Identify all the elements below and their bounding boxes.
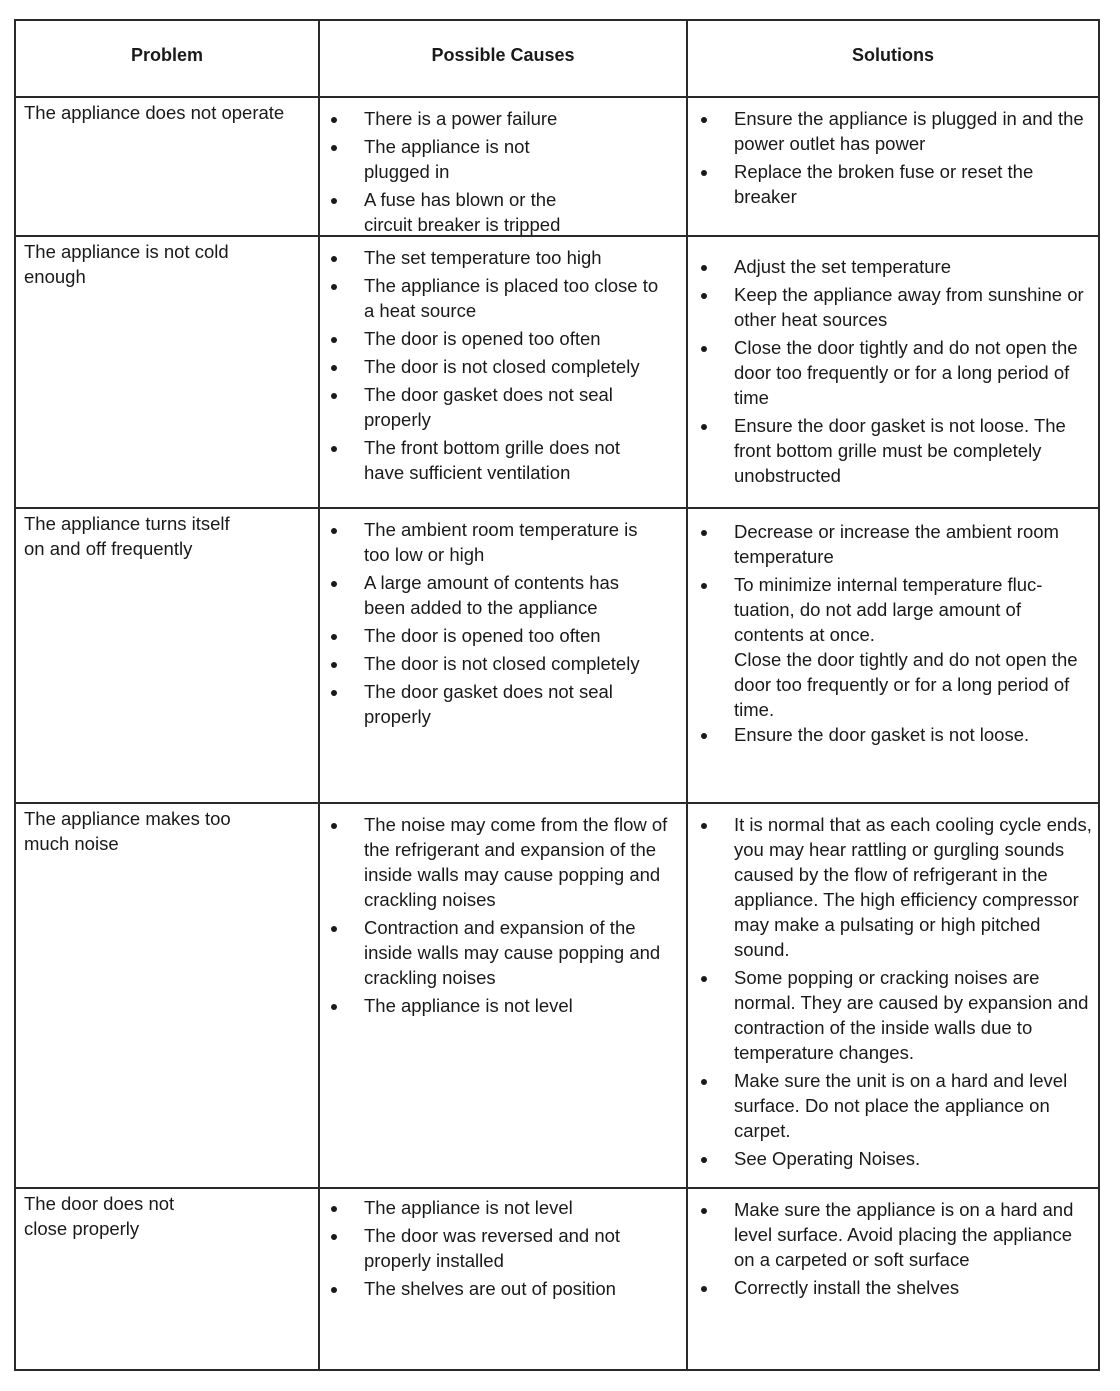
table-row: [16, 96, 1098, 235]
list-item: The appliance is not level: [320, 1195, 640, 1220]
list-item: Close the door tightly and do not open the door too frequently or for a long period of time: [688, 335, 1098, 410]
solutions-cell: [686, 804, 1098, 1187]
list-item: Decrease or increase the ambient room temperature: [688, 519, 1098, 569]
list-item: The front bottom grille does not have sufficient ventilation: [320, 435, 660, 485]
list-item: Adjust the set temperature: [688, 254, 1098, 279]
solutions-cell: [686, 509, 1098, 802]
problem-cell: [16, 509, 318, 802]
problem-cell: [16, 1189, 318, 1369]
problem-text: The appliance is not cold enough: [24, 241, 229, 287]
problem-text: The appliance does not operate: [24, 102, 285, 123]
list-item: Correctly install the shelves: [688, 1275, 1098, 1300]
causes-cell: [318, 804, 686, 1187]
header-possible-causes: Possible Causes: [318, 21, 686, 96]
problem-text: The appliance makes too much noise: [24, 808, 231, 854]
list-item: Ensure the appliance is plugged in and the power outlet has power: [688, 106, 1098, 156]
list-item: See Operating Noises.: [688, 1146, 1098, 1171]
list-item: The noise may come from the flow of the refrigerant and expansion of the inside walls may cause popping and crackling noises: [320, 812, 686, 912]
list-item: The door is opened too often: [320, 326, 670, 351]
list-item: The door gasket does not seal properly: [320, 679, 650, 729]
list-item: The door was reversed and not properly installed: [320, 1223, 640, 1273]
problem-cell: [16, 98, 318, 235]
table-row: [16, 235, 1098, 507]
solution-continuation: Close the door tightly and do not open the door too frequently or for a long period of time.: [734, 649, 1078, 720]
list-item: The shelves are out of position: [320, 1276, 640, 1301]
list-item: A fuse has blown or the circuit breaker is tripped: [320, 187, 600, 237]
problem-cell: [16, 237, 318, 507]
causes-cell: [318, 237, 686, 507]
list-item: Ensure the door gasket is not loose. The front bottom grille must be completely unobstructed: [688, 413, 1098, 488]
list-item: The ambient room temperature is too low or high: [320, 517, 650, 567]
list-item: Some popping or cracking noises are normal. They are caused by expansion and contraction of the inside walls due to temperature changes.: [688, 965, 1098, 1065]
table-row: [16, 1187, 1098, 1369]
list-item: Replace the broken fuse or reset the breaker: [688, 159, 1098, 209]
list-item: The appliance is not plugged in: [320, 134, 600, 184]
troubleshooting-table: [14, 19, 1100, 1371]
header-problem: Problem: [130, 45, 204, 65]
list-item: The set temperature too high: [320, 245, 670, 270]
causes-cell: [318, 98, 686, 235]
list-item: Contraction and expansion of the inside walls may cause popping and crackling noises: [320, 915, 686, 990]
problem-text: The door does not close properly: [24, 1193, 175, 1239]
list-item: Ensure the door gasket is not loose.: [688, 722, 1098, 747]
list-item: The door is not closed completely: [320, 354, 670, 379]
causes-cell: [318, 1189, 686, 1369]
list-item: The door gasket does not seal properly: [320, 382, 630, 432]
list-item: To minimize internal temperature fluc-tuation, do not add large amount of contents at once.: [688, 572, 1098, 647]
list-item: The door is opened too often: [320, 623, 650, 648]
list-item: A large amount of contents has been added to the appliance: [320, 570, 650, 620]
problem-cell: [16, 804, 318, 1187]
list-item: It is normal that as each cooling cycle ends, you may hear rattling or gurgling sounds caused by the flow of refrigerant in the appliance. The high efficiency compressor may make a pulsating or high pitched sound.: [688, 812, 1098, 962]
list-item: There is a power failure: [320, 106, 600, 131]
header-solutions: Solutions: [686, 21, 1098, 96]
table-row: [16, 507, 1098, 802]
solutions-cell: [686, 1189, 1098, 1369]
solutions-cell: [686, 237, 1098, 507]
list-item: The appliance is not level: [320, 993, 686, 1018]
table-row: [16, 802, 1098, 1187]
list-item: Make sure the appliance is on a hard and level surface. Avoid placing the appliance on a carpeted or soft surface: [688, 1197, 1098, 1272]
list-item: Make sure the unit is on a hard and level surface. Do not place the appliance on carpet.: [688, 1068, 1098, 1143]
list-item: Keep the appliance away from sunshine or other heat sources: [688, 282, 1098, 332]
list-item: The appliance is placed too close to a heat source: [320, 273, 670, 323]
list-item: The door is not closed completely: [320, 651, 650, 676]
solutions-cell: [686, 98, 1098, 235]
causes-cell: [318, 509, 686, 802]
table-header-row: [16, 21, 1098, 96]
problem-text: The appliance turns itself on and off frequently: [24, 513, 230, 559]
